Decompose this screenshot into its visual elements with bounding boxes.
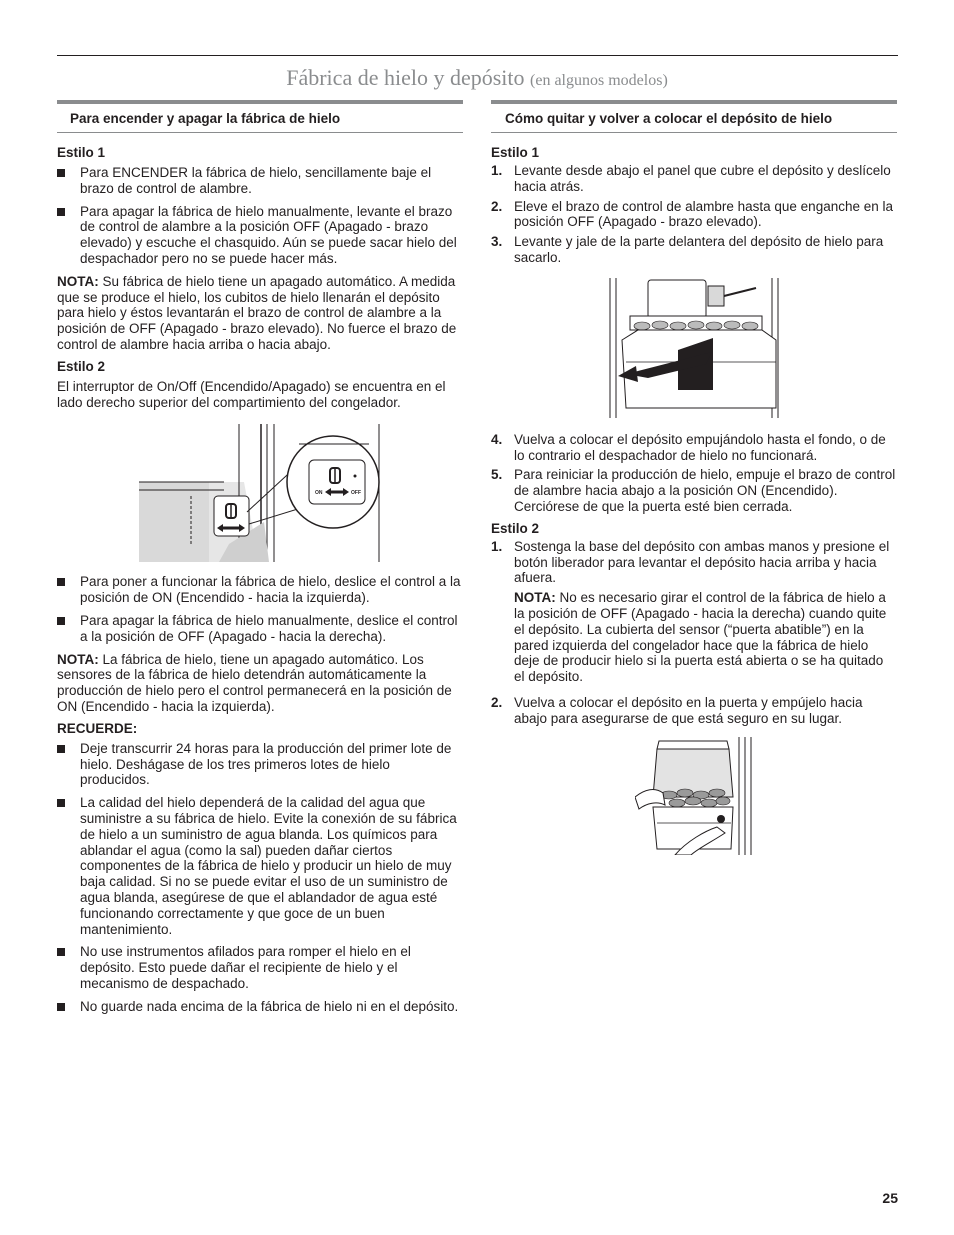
right-section-heading: Cómo quitar y volver a colocar el depósito de hielo bbox=[491, 100, 897, 133]
bullet-square-icon bbox=[57, 208, 65, 216]
step-number: 5. bbox=[491, 467, 503, 483]
bullet-text: No guarde nada encima de la fábrica de hielo ni en el depósito. bbox=[80, 998, 459, 1014]
bullet-square-icon bbox=[57, 745, 65, 753]
step-text: Levante desde abajo el panel que cubre el depósito y deslícelo hacia atrás. bbox=[514, 163, 891, 194]
bullet-item bbox=[57, 204, 463, 267]
note-text: La fábrica de hielo, tiene un apagado automático. Los sensores de la fábrica de hielo detendrán automáticamente la producción de hielo pero el control permanecerá en la posición de ON (Encendido - hacia la izquierda). bbox=[57, 651, 452, 714]
bullet-text: Para ENCENDER la fábrica de hielo, sencillamente baje el brazo de control de alambre. bbox=[80, 165, 432, 196]
right-style2-label: Estilo 2 bbox=[491, 520, 540, 536]
right-column bbox=[491, 100, 897, 855]
page-title-main: Fábrica de hielo y depósito bbox=[286, 65, 525, 90]
bullet-text: Para poner a funcionar la fábrica de hielo, deslice el control a la posición de ON (Encendido - hacia la izquierda). bbox=[80, 574, 461, 606]
right-style1-label: Estilo 1 bbox=[491, 145, 540, 160]
left-section-heading: Para encender y apagar la fábrica de hielo bbox=[57, 100, 463, 133]
page-title bbox=[0, 64, 954, 95]
step-item bbox=[491, 199, 897, 231]
step-text: Para reiniciar la producción de hielo, empuje el brazo de control de alambre hacia abajo a la posición ON (Encendido). Cerciórese de que la puerta esté bien cerrada. bbox=[514, 467, 896, 514]
step-item bbox=[491, 539, 897, 685]
note-label: NOTA: bbox=[57, 651, 99, 667]
style1-label: Estilo 1 bbox=[57, 145, 106, 160]
style1-bullets bbox=[57, 165, 463, 267]
bullet-item bbox=[57, 165, 463, 197]
ice-bin-removal-illustration bbox=[608, 278, 780, 418]
on-off-switch-illustration bbox=[139, 424, 381, 562]
switch-on-label: ON bbox=[315, 490, 323, 497]
top-rule bbox=[57, 55, 898, 56]
step-number: 1. bbox=[491, 538, 503, 554]
bullet-text: Deje transcurrir 24 horas para la producción del primer lote de hielo. Deshágase de los tres primeros lotes de hielo producidos. bbox=[80, 740, 452, 788]
right-style2-steps bbox=[491, 539, 897, 727]
step-item bbox=[491, 234, 897, 266]
bullet-item bbox=[57, 999, 463, 1015]
bullet-square-icon bbox=[57, 169, 65, 177]
note-text: No es necesario girar el control de la fábrica de hielo a la posición de OFF (Apagado - hacia la derecha) cuando quite el depósito. La cubierta del sensor (“puerta abatible”) en la pared izquierda del congelador hace que la fábrica de hielo deje de producir hielo si la puerta está abierta o se ha quitado el depósito. bbox=[514, 590, 887, 685]
step-item bbox=[491, 432, 897, 464]
ice-bin-hands-illustration bbox=[635, 737, 753, 855]
step-note bbox=[514, 590, 897, 685]
bullet-square-icon bbox=[57, 617, 65, 625]
page-number: 25 bbox=[882, 1190, 898, 1206]
switch-off-label: OFF bbox=[351, 490, 361, 497]
note-text: Su fábrica de hielo tiene un apagado automático. A medida que se produce el hielo, los cubitos de hielo llenarán el depósito para hielo y éstos levantarán el brazo de control de alambre a la posición de OFF (Apagado - brazo elevado). No fuerce el brazo de control de alambre hacia arriba o hacia abajo. bbox=[57, 273, 457, 352]
step-number: 3. bbox=[491, 234, 503, 250]
bullet-square-icon bbox=[57, 799, 65, 807]
bullet-item bbox=[57, 574, 463, 606]
step-number: 4. bbox=[491, 431, 503, 447]
bullet-square-icon bbox=[57, 948, 65, 956]
bullet-item bbox=[57, 741, 463, 788]
style2-label: Estilo 2 bbox=[57, 358, 106, 374]
left-column bbox=[57, 100, 463, 1021]
step-text: Eleve el brazo de control de alambre hasta que enganche en la posición OFF (Apagado - brazo elevado). bbox=[514, 198, 894, 230]
bullet-square-icon bbox=[57, 1003, 65, 1011]
bullet-item bbox=[57, 795, 463, 937]
style2-note bbox=[57, 652, 463, 715]
step-number: 2. bbox=[491, 694, 503, 710]
step-text: Vuelva a colocar el depósito empujándolo hasta el fondo, o de lo contrario el despachador de hielo no funcionará. bbox=[514, 431, 886, 463]
step-number: 1. bbox=[491, 163, 503, 178]
note-label: NOTA: bbox=[57, 273, 99, 289]
step-text: Vuelva a colocar el depósito en la puerta y empújelo hacia abajo para asegurarse de que está seguro en su lugar. bbox=[514, 694, 863, 726]
step-item bbox=[491, 467, 897, 514]
right-style1-steps-a bbox=[491, 163, 897, 266]
step-number: 2. bbox=[491, 198, 503, 214]
bullet-text: Para apagar la fábrica de hielo manualmente, deslice el control a la posición de OFF (Apagado - hacia la derecha). bbox=[80, 612, 458, 644]
bullet-text: No use instrumentos afilados para romper el hielo en el depósito. Esto puede dañar el recipiente de hielo y el mecanismo de despachado. bbox=[80, 944, 411, 991]
bullet-square-icon bbox=[57, 578, 65, 586]
style2-intro: El interruptor de On/Off (Encendido/Apagado) se encuentra en el lado derecho superior del compartimiento del congelador. bbox=[57, 378, 446, 410]
step-item bbox=[491, 695, 897, 727]
bullet-item bbox=[57, 944, 463, 991]
note-label: NOTA: bbox=[514, 590, 556, 606]
step-text: Sostenga la base del depósito con ambas manos y presione el botón liberador para levantar el depósito hacia arriba y hacia afuera. bbox=[514, 538, 890, 586]
remember-label: RECUERDE: bbox=[57, 720, 138, 736]
bullet-text: Para apagar la fábrica de hielo manualmente, levante el brazo de control de alambre a la posición OFF (Apagado - brazo elevado) y escuche el chasquido. Aún se puede sacar hielo del despachador pero no se puede hacer más. bbox=[80, 203, 457, 266]
style2-bullets bbox=[57, 574, 463, 644]
right-style1-steps-b bbox=[491, 432, 897, 515]
step-text: Levante y jale de la parte delantera del depósito de hielo para sacarlo. bbox=[514, 234, 884, 265]
bullet-item bbox=[57, 613, 463, 645]
remember-bullets bbox=[57, 741, 463, 1015]
bullet-text: La calidad del hielo dependerá de la calidad del agua que suministre a su fábrica de hielo. Evite la conexión de su fábrica de hielo a un suministro de agua blanda. Los químicos para ablandar el agua (como la sal) pueden dañar ciertos componentes de la fábrica de hielo y producir un hielo de muy baja calidad. Si no se puede evitar el uso de un suministro de agua blanda, asegúrese de que el ablandador de agua esté funcionando correctamente y que goce de un buen mantenimiento. bbox=[80, 795, 457, 937]
page-title-subtitle: (en algunos modelos) bbox=[530, 72, 668, 89]
style1-note bbox=[57, 274, 463, 353]
step-item bbox=[491, 163, 897, 195]
